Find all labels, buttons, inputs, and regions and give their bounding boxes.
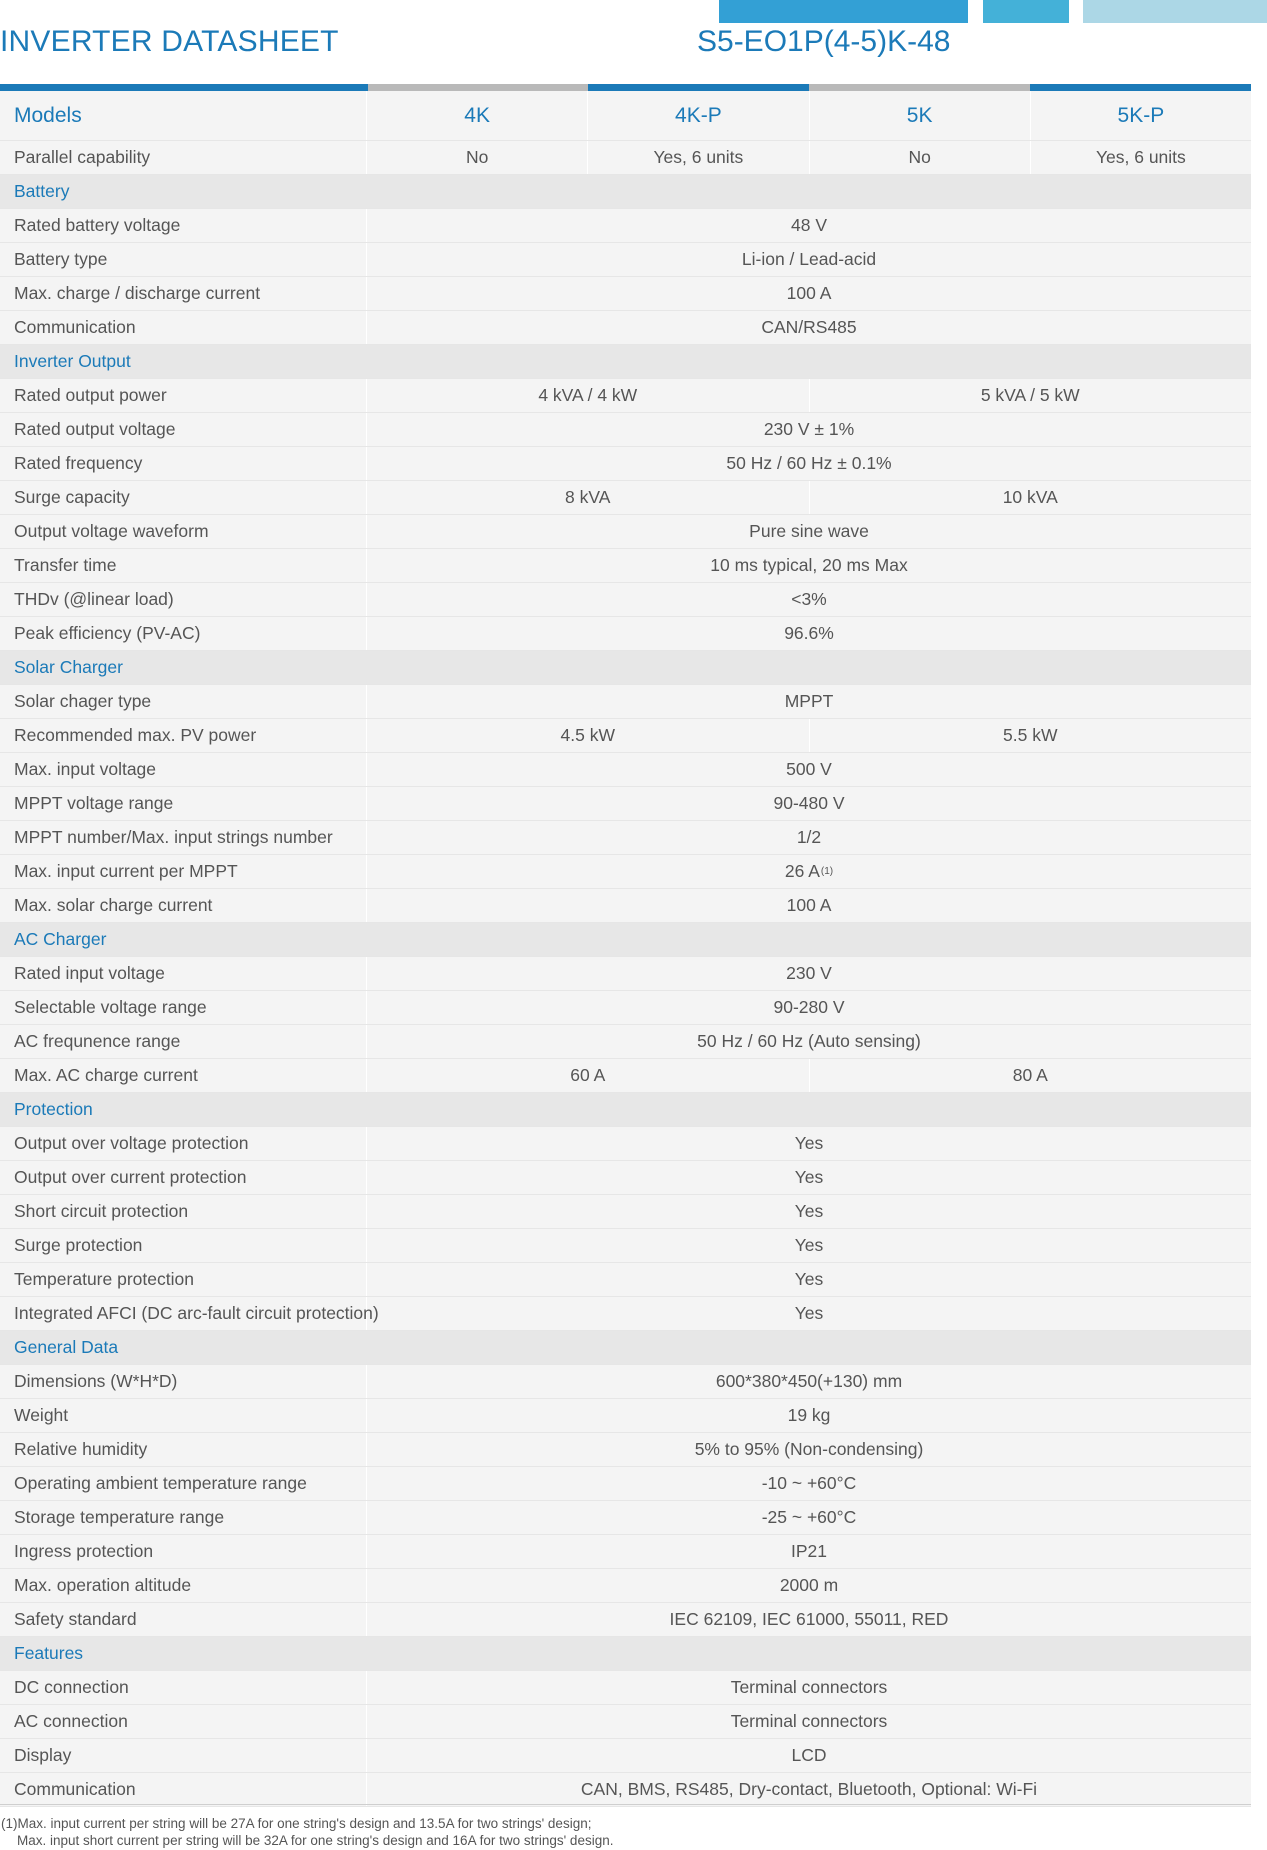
spec-value: No [810,141,1031,174]
model-name: 5K [810,91,1031,140]
spec-row [0,685,1251,719]
spec-value [367,583,1251,616]
spec-label: AC frequnence range [0,1025,367,1058]
spec-value: 80 A [1012,1065,1048,1085]
spec-value: 8 kVA [367,481,810,514]
spec-value [367,1433,1251,1466]
spec-row [0,1059,1251,1093]
section-header [0,923,1251,957]
spec-label: Temperature protection [0,1263,367,1296]
spec-value [367,413,1251,446]
spec-value-text: 5% to 95% (Non-condensing) [694,1439,924,1459]
section-header [0,345,1251,379]
spec-value-text: Li-ion / Lead-acid [741,249,877,269]
spec-row [0,209,1251,243]
spec-value: 4.5 kW [367,719,810,752]
spec-value-text: Yes [794,1303,824,1323]
spec-row [0,1433,1251,1467]
spec-row [0,617,1251,651]
column-bar-5kp [1030,84,1251,91]
spec-value-text: 500 V [786,759,832,779]
spec-value [367,1161,1251,1194]
spec-value [367,1569,1251,1602]
column-bar-5k [809,84,1030,91]
section-header [0,651,1251,685]
spec-value-text: Yes [794,1133,824,1153]
spec-label: Safety standard [0,1603,367,1636]
spec-row [0,753,1251,787]
spec-value [367,1671,1251,1704]
spec-label: MPPT voltage range [0,787,367,820]
spec-label: Max. AC charge current [0,1059,367,1092]
spec-label: Rated battery voltage [0,209,367,242]
spec-label: Max. solar charge current [0,889,367,922]
spec-value: 60 A [367,1059,810,1092]
spec-row [0,957,1251,991]
spec-row [0,1569,1251,1603]
spec-value: 26 A (1) [784,861,834,881]
spec-label: Storage temperature range [0,1501,367,1534]
models-header-row [0,91,1251,141]
spec-value [367,209,1251,242]
spec-value [367,617,1251,650]
column-bar-4kp [588,84,809,91]
spec-label: Dimensions (W*H*D) [0,1365,367,1398]
column-bar-4k [368,84,588,91]
spec-value [367,1195,1251,1228]
spec-label: Display [0,1739,367,1772]
spec-value-text: Yes [794,1167,824,1187]
spec-label: Short circuit protection [0,1195,367,1228]
spec-label: Surge capacity [0,481,367,514]
section-title: General Data [14,1337,119,1357]
spec-row [0,1501,1251,1535]
spec-value: 5.5 kW [1003,725,1058,745]
spec-value: Yes, 6 units [1095,147,1186,167]
spec-label: Solar chager type [0,685,367,718]
column-bar-models [0,84,368,91]
spec-label: Output over voltage protection [0,1127,367,1160]
spec-row [0,991,1251,1025]
spec-value: No [367,141,588,174]
spec-value-text: -25 ~ +60°C [761,1507,857,1527]
spec-label: Battery type [0,243,367,276]
spec-value [367,1739,1251,1772]
spec-row [0,1467,1251,1501]
spec-value-text: 230 V ± 1% [763,419,855,439]
spec-label: Surge protection [0,1229,367,1262]
spec-value-text: 26 A [784,861,820,881]
spec-row [0,549,1251,583]
footnote-line-2: Max. input short current per string will be 32A for one string's design and 16A for two strings' design. [17,1833,614,1848]
spec-value-text: Yes [794,1235,824,1255]
spec-value-text: IEC 62109, IEC 61000, 55011, RED [669,1609,949,1629]
spec-row-parallel-capability [0,141,1251,175]
spec-value-text: 230 V [786,963,832,983]
spec-value-text: 100 A [786,283,832,303]
spec-label: Transfer time [0,549,367,582]
spec-label: Relative humidity [0,1433,367,1466]
spec-label: DC connection [0,1671,367,1704]
spec-value [367,277,1251,310]
spec-value-text: 10 ms typical, 20 ms Max [710,555,908,575]
spec-value [367,1603,1251,1636]
spec-label: Rated frequency [0,447,367,480]
section-title: AC Charger [14,929,107,949]
spec-value [367,311,1251,344]
spec-row [0,481,1251,515]
spec-value-text: Terminal connectors [730,1677,888,1697]
model-name: 4K [367,91,588,140]
spec-row [0,1297,1251,1331]
spec-value [367,1705,1251,1738]
spec-value [367,821,1251,854]
spec-value [367,991,1251,1024]
spec-value [367,1229,1251,1262]
spec-value-text: 600*380*450(+130) mm [715,1371,903,1391]
spec-label: Max. charge / discharge current [0,277,367,310]
spec-label: Max. operation altitude [0,1569,367,1602]
spec-value-text: Yes [794,1269,824,1289]
spec-row [0,1603,1251,1637]
spec-row [0,1263,1251,1297]
model-name: 5K-P [1117,103,1165,127]
spec-value-text: IP21 [791,1541,827,1561]
spec-value [367,447,1251,480]
spec-row [0,787,1251,821]
spec-label: Rated input voltage [0,957,367,990]
spec-label: Parallel capability [0,141,367,174]
spec-value [367,1501,1251,1534]
spec-value-text: 50 Hz / 60 Hz ± 0.1% [726,453,892,473]
spec-value [367,1263,1251,1296]
spec-row [0,1161,1251,1195]
spec-row [0,311,1251,345]
spec-value-text: 90-480 V [773,793,845,813]
spec-value [367,1467,1251,1500]
spec-row [0,1399,1251,1433]
section-title: Protection [14,1099,93,1119]
datasheet-table [0,91,1251,1807]
section-header [0,175,1251,209]
section-title: Battery [14,181,70,201]
spec-label: Selectable voltage range [0,991,367,1024]
spec-value [367,1025,1251,1058]
spec-row [0,379,1251,413]
spec-value-text: <3% [791,589,827,609]
header-deco-block-3 [1083,0,1267,23]
spec-label: THDv (@linear load) [0,583,367,616]
spec-value-text: Yes [794,1201,824,1221]
spec-value: Yes, 6 units [588,141,809,174]
spec-label: Integrated AFCI (DC arc-fault circuit protection) [0,1297,367,1330]
spec-label: Rated output power [0,379,367,412]
spec-row [0,413,1251,447]
spec-row [0,1365,1251,1399]
spec-value-text: 90-280 V [773,997,845,1017]
spec-row [0,889,1251,923]
section-title: Solar Charger [14,657,123,677]
spec-row [0,1229,1251,1263]
spec-value-text: 50 Hz / 60 Hz (Auto sensing) [697,1031,921,1051]
spec-row [0,515,1251,549]
spec-label: AC connection [0,1705,367,1738]
spec-value [367,957,1251,990]
spec-value-text: 96.6% [784,623,834,643]
spec-row [0,1195,1251,1229]
section-header [0,1637,1251,1671]
spec-value-text: 100 A [786,895,832,915]
spec-value [367,753,1251,786]
spec-row [0,1025,1251,1059]
spec-value [367,1297,1251,1330]
spec-value [367,787,1251,820]
spec-label: Communication [0,311,367,344]
spec-row [0,1535,1251,1569]
spec-row [0,821,1251,855]
spec-row [0,447,1251,481]
spec-row [0,855,1251,889]
spec-value-text: 2000 m [779,1575,839,1595]
spec-value [367,1399,1251,1432]
spec-value-text: CAN/RS485 [761,317,857,337]
spec-row [0,1773,1251,1807]
header-deco-block-2 [983,0,1069,23]
spec-row [0,719,1251,753]
spec-label: Output voltage waveform [0,515,367,548]
spec-value-text: LCD [791,1745,827,1765]
spec-label: Max. input voltage [0,753,367,786]
spec-row [0,1705,1251,1739]
footnote-line-1: (1)Max. input current per string will be 27A for one string's design and 13.5A for two strings' design; [1,1816,592,1831]
section-title: Features [14,1643,84,1663]
section-title: Inverter Output [14,351,131,371]
spec-value [367,1773,1251,1806]
section-header [0,1331,1251,1365]
doc-title: INVERTER DATASHEET [0,25,339,58]
spec-value [367,889,1251,922]
spec-value [367,549,1251,582]
spec-value-text: CAN, BMS, RS485, Dry-contact, Bluetooth, Optional: Wi-Fi [580,1779,1038,1799]
spec-label: Max. input current per MPPT [0,855,367,888]
spec-row [0,1671,1251,1705]
spec-value: 10 kVA [1002,487,1058,507]
spec-row [0,277,1251,311]
spec-value-text: MPPT [784,691,834,711]
spec-value-text: 19 kg [787,1405,831,1425]
spec-label: Communication [0,1773,367,1806]
spec-label: Recommended max. PV power [0,719,367,752]
spec-label: Peak efficiency (PV-AC) [0,617,367,650]
spec-value-text: -10 ~ +60°C [761,1473,857,1493]
spec-value-text: 48 V [791,215,827,235]
table-bottom-rule [0,1804,1251,1805]
spec-value-text: 1/2 [796,827,822,847]
spec-label: Rated output voltage [0,413,367,446]
models-label: Models [0,91,367,140]
spec-label: Ingress protection [0,1535,367,1568]
spec-value [367,1127,1251,1160]
model-code: S5-EO1P(4-5)K-48 [697,25,951,58]
spec-row [0,1739,1251,1773]
footnote [1,1815,613,1849]
spec-label: Weight [0,1399,367,1432]
spec-value-text: Pure sine wave [749,521,869,541]
spec-value [367,1365,1251,1398]
spec-value [367,685,1251,718]
spec-value [367,1535,1251,1568]
column-color-bar [0,84,1251,91]
spec-row [0,583,1251,617]
spec-label: Output over current protection [0,1161,367,1194]
spec-value-text: Terminal connectors [730,1711,888,1731]
spec-value: 4 kVA / 4 kW [367,379,810,412]
spec-label: Operating ambient temperature range [0,1467,367,1500]
model-name: 4K-P [588,91,809,140]
spec-value [367,515,1251,548]
spec-label: MPPT number/Max. input strings number [0,821,367,854]
spec-row [0,1127,1251,1161]
spec-value: 5 kVA / 5 kW [980,385,1080,405]
section-header [0,1093,1251,1127]
spec-row [0,243,1251,277]
header-deco-block-1 [719,0,968,23]
spec-value [367,243,1251,276]
